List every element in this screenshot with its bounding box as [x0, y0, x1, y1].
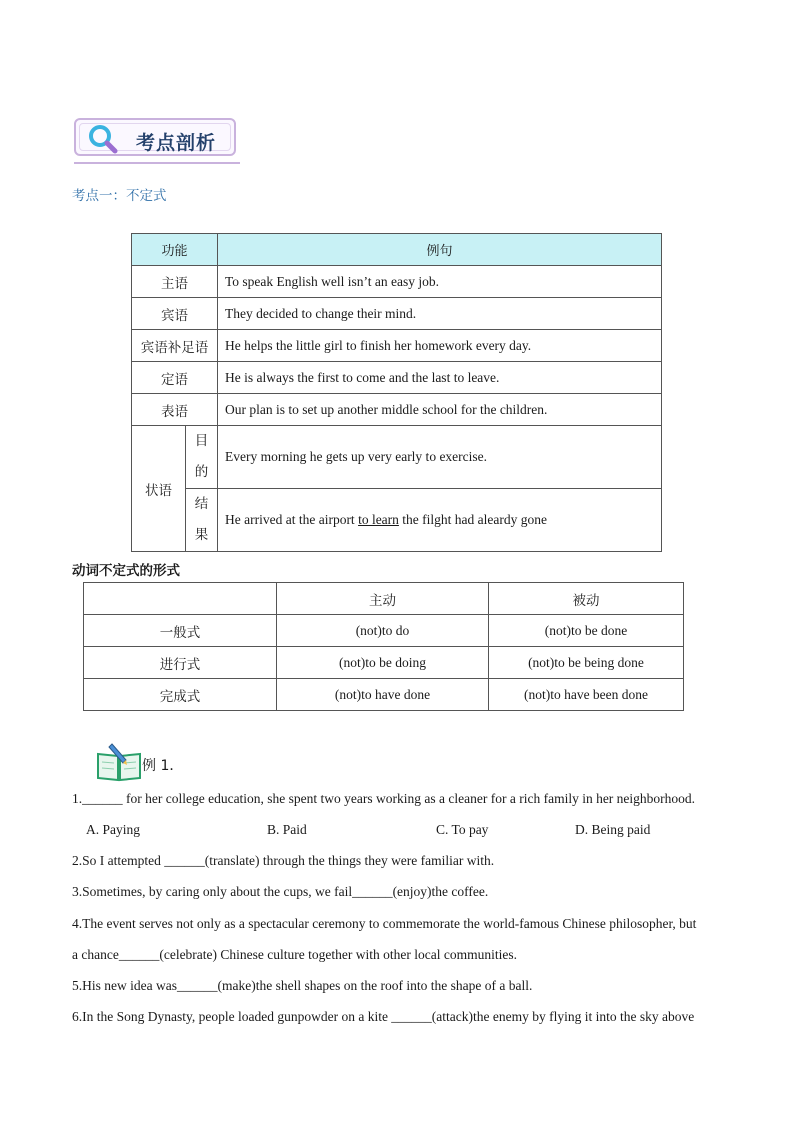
option-a: A. Paying	[86, 822, 140, 837]
example-cell: He helps the little girl to finish her homework every day.	[218, 330, 662, 362]
question-3: 3.Sometimes, by caring only about the cups, we fail______(enjoy)the coffee.	[72, 884, 489, 899]
example-text: He arrived at the airport	[225, 512, 359, 527]
header-active: 主动	[277, 583, 489, 615]
active-cell: (not)to do	[277, 615, 489, 647]
table-row	[84, 615, 684, 647]
forms-title: 动词不定式的形式	[72, 563, 180, 579]
question-4-line-2: a chance______(celebrate) Chinese culture together with other local communities.	[72, 947, 517, 962]
table-row	[132, 426, 662, 489]
adverbial-cell: 状语	[132, 426, 186, 552]
function-cell: 表语	[132, 394, 218, 426]
table-row	[84, 647, 684, 679]
purpose-char: 的	[194, 464, 209, 480]
table-header-row	[84, 583, 684, 615]
infinitive-function-table	[131, 233, 662, 552]
function-cell: 定语	[132, 362, 218, 394]
example-cell	[218, 489, 662, 552]
magnifier-icon	[88, 124, 118, 154]
question-6: 6.In the Song Dynasty, people loaded gunpowder on a kite ______(attack)the enemy by flying it into the sky above	[72, 1009, 695, 1024]
book-pencil-icon	[96, 742, 144, 782]
table-row	[132, 394, 662, 426]
purpose-cell	[186, 426, 218, 489]
example-cell: He is always the first to come and the last to leave.	[218, 362, 662, 394]
passive-cell: (not)to be done	[489, 615, 684, 647]
option-c: C. To pay	[436, 822, 489, 837]
result-cell	[186, 489, 218, 552]
function-cell: 主语	[132, 266, 218, 298]
example-text: the filght had aleardy gone	[398, 512, 547, 527]
section-title: 考点一：不定式	[72, 188, 167, 204]
example-cell: Every morning he gets up very early to exercise.	[218, 426, 662, 489]
purpose-char: 目	[194, 433, 209, 449]
active-cell: (not)to have done	[277, 679, 489, 711]
badge-underline	[74, 162, 240, 164]
form-label: 完成式	[84, 679, 277, 711]
example-cell: Our plan is to set up another middle school for the children.	[218, 394, 662, 426]
form-label: 一般式	[84, 615, 277, 647]
passive-cell: (not)to be being done	[489, 647, 684, 679]
table-row	[132, 330, 662, 362]
option-b: B. Paid	[267, 822, 307, 837]
example-label: 例 1．	[142, 758, 184, 774]
infinitive-forms-table	[83, 582, 684, 711]
section-badge	[74, 116, 240, 162]
table-row	[132, 489, 662, 552]
example-cell: They decided to change their mind.	[218, 298, 662, 330]
option-d: D. Being paid	[575, 822, 651, 837]
function-cell: 宾语	[132, 298, 218, 330]
header-function: 功能	[132, 234, 218, 266]
header-passive: 被动	[489, 583, 684, 615]
active-cell: (not)to be doing	[277, 647, 489, 679]
question-1: 1.______ for her college education, she spent two years working as a cleaner for a rich family in her neighborhood.	[72, 791, 696, 806]
header-example: 例句	[218, 234, 662, 266]
question-2: 2.So I attempted ______(translate) through the things they were familiar with.	[72, 853, 495, 868]
example-cell: To speak English well isn’t an easy job.	[218, 266, 662, 298]
result-char: 果	[194, 527, 209, 543]
table-row	[132, 266, 662, 298]
empty-header-cell	[84, 583, 277, 615]
form-label: 进行式	[84, 647, 277, 679]
question-5: 5.His new idea was______(make)the shell shapes on the roof into the shape of a ball.	[72, 978, 533, 993]
result-char: 结	[194, 496, 209, 512]
badge-title: 考点剖析	[136, 132, 217, 154]
table-header-row	[132, 234, 662, 266]
question-4-line-1: 4.The event serves not only as a spectacular ceremony to commemorate the world-famous Chinese philosopher, but	[72, 916, 697, 931]
passive-cell: (not)to have been done	[489, 679, 684, 711]
table-row	[84, 679, 684, 711]
table-row	[132, 298, 662, 330]
table-row	[132, 362, 662, 394]
underlined-text: to learn	[358, 512, 399, 527]
function-cell: 宾语补足语	[132, 330, 218, 362]
